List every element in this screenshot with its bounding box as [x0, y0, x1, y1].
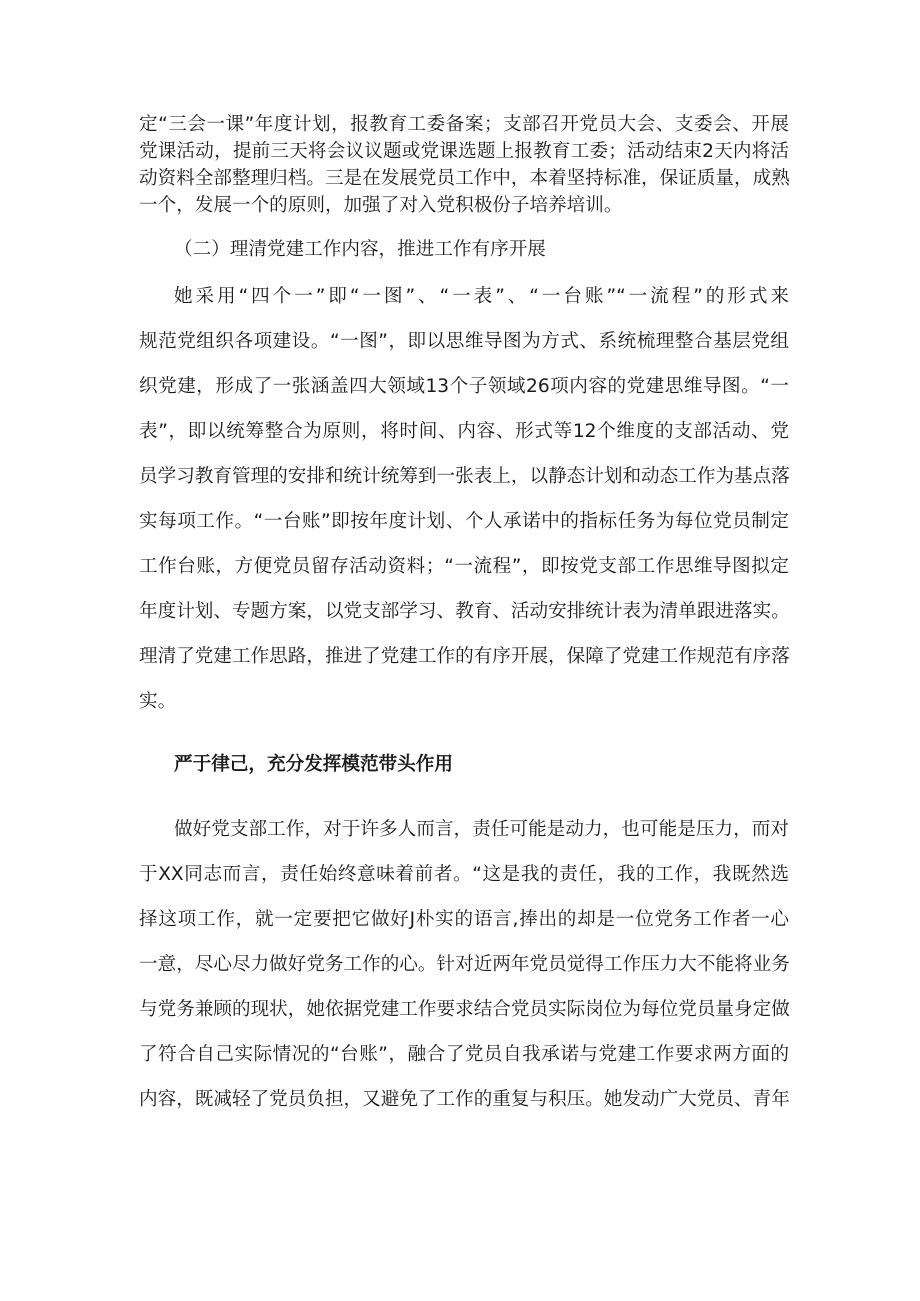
section-heading: 严于律己，充分发挥模范带头作用 [174, 754, 453, 775]
paragraph-3-line: 择这项工作，就一定要把它做好J朴实的语言,捧出的却是一位党务工作者一心 [139, 909, 789, 930]
paragraph-1-line: 动资料全部整理归档。三是在发展党员工作中，本着坚持标准，保证质量，成熟 [139, 168, 790, 189]
paragraph-2-line: 实。 [139, 691, 177, 712]
paragraph-2-line: 实每项工作。“一台账”即按年度计划、个人承诺中的指标任务为每位党员制定 [139, 511, 789, 532]
paragraph-1-line: 定“三会一课”年度计划，报教育工委备案；支部召开党员大会、支委会、开展 [139, 114, 789, 135]
paragraph-3-line: 了符合自己实际情况的“台账”，融合了党员自我承诺与党建工作要求两方面的 [139, 1044, 789, 1065]
paragraph-1-line: 一个，发展一个的原则，加强了对入党积极份子培养培训。 [139, 195, 623, 216]
subheading: （二）理清党建工作内容，推进工作有序开展 [174, 239, 546, 260]
paragraph-3-line: 做好党支部工作，对于许多人而言，责任可能是动力，也可能是压力，而对 [174, 819, 789, 840]
paragraph-3-line: 内容，既减轻了党员负担，又避免了工作的重复与积压。她发动广大党员、青年 [139, 1089, 790, 1110]
paragraph-2-line: 年度计划、专题方案，以党支部学习、教育、活动安排统计表为清单跟进落实。 [139, 601, 790, 622]
paragraph-3-line: 于XX同志而言，责任始终意味着前者。“这是我的责任，我的工作，我既然选 [139, 864, 789, 885]
paragraph-2-line: 表”，即以统筹整合为原则，将时间、内容、形式等12个维度的支部活动、党 [139, 421, 789, 442]
paragraph-3-line: 与党务兼顾的现状，她依据党建工作要求结合党员实际岗位为每位党员量身定做 [139, 999, 790, 1020]
paragraph-1-line: 党课活动，提前三天将会议议题或党课选题上报教育工委；活动结束2天内将活 [139, 141, 789, 162]
paragraph-2-line: 工作台账，方便党员留存活动资料；“一流程”，即按党支部工作思维导图拟定 [139, 556, 789, 577]
paragraph-2-line: 规范党组织各项建设。“一图”，即以思维导图为方式、系统梳理整合基层党组 [139, 331, 789, 352]
paragraph-2-line: 织党建，形成了一张涵盖四大领域13个子领域26项内容的党建思维导图。“一 [139, 376, 789, 397]
paragraph-3-line: 一意，尽心尽力做好党务工作的心。针对近两年党员觉得工作压力大不能将业务 [139, 954, 790, 975]
paragraph-2-line: 理清了党建工作思路，推进了党建工作的有序开展，保障了党建工作规范有序落 [139, 646, 790, 667]
paragraph-2-line: 她采用“四个一”即“一图”、“一表”、“一台账”“一流程”的形式来 [174, 286, 789, 307]
paragraph-2-line: 员学习教育管理的安排和统计统筹到一张表上，以静态计划和动态工作为基点落 [139, 466, 790, 487]
